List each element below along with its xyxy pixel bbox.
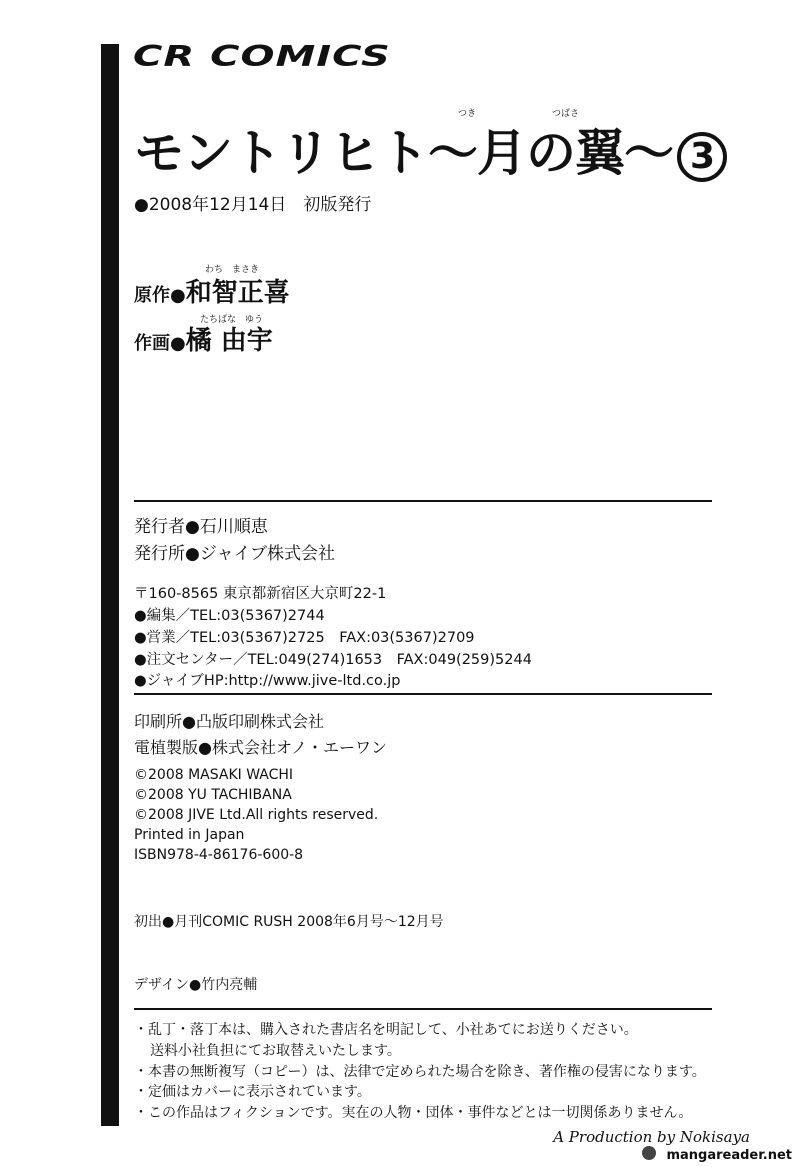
notice-item: ・乱丁・落丁本は、購入された書店名を明記して、小社あてにお送りください。 bbox=[134, 1022, 638, 1038]
isbn: ISBN978-4-86176-600-8 bbox=[134, 847, 304, 863]
notice-item: ・本書の無断複写（コピー）は、法律で定められた場合を除き、著作権の侵害になります。 bbox=[134, 1064, 706, 1080]
issuer: 発行者●石川順恵 bbox=[134, 517, 268, 537]
contact-homepage: ●ジャイブHP:http://www.jive-ltd.co.jp bbox=[134, 673, 401, 689]
design-credit: デザイン●竹内亮輔 bbox=[134, 977, 258, 993]
printed-in: Printed in Japan bbox=[134, 827, 245, 843]
production-credit: A Production by Nokisaya bbox=[553, 1128, 750, 1146]
title-ruby-tsuki: つき bbox=[458, 109, 477, 119]
watermark-icon bbox=[642, 1146, 656, 1160]
divider bbox=[134, 693, 712, 695]
divider bbox=[134, 500, 712, 502]
art-author-ruby: たちばな ゆう bbox=[200, 315, 264, 325]
art-author-label: 作画● bbox=[134, 333, 186, 354]
typesetting: 電植製版●株式会社オノ・エーワン bbox=[134, 738, 388, 757]
title-ruby-tsubasa: つばさ bbox=[552, 109, 580, 119]
contact-editorial: ●編集／TEL:03(5367)2744 bbox=[134, 608, 325, 624]
contact-order-center: ●注文センター／TEL:049(274)1653 FAX:049(259)5244 bbox=[134, 652, 532, 668]
book-title bbox=[134, 113, 727, 185]
title-text: モントリヒト〜月の翼〜 bbox=[134, 124, 673, 182]
publication-date: ●2008年12月14日 初版発行 bbox=[134, 195, 372, 215]
original-author bbox=[134, 272, 290, 309]
vertical-bar bbox=[101, 44, 119, 1126]
copyright-line: ©2008 JIVE Ltd.All rights reserved. bbox=[134, 807, 379, 823]
watermark: mangareader.net bbox=[666, 1148, 792, 1163]
imprint-logo: CR COMICS bbox=[133, 40, 391, 74]
original-author-label: 原作● bbox=[134, 285, 186, 306]
divider bbox=[134, 1008, 712, 1010]
publishing-office: 発行所●ジャイブ株式会社 bbox=[134, 544, 335, 564]
contact-sales: ●営業／TEL:03(5367)2725 FAX:03(5367)2709 bbox=[134, 630, 475, 646]
art-author-name: 橘 由宇 bbox=[185, 326, 273, 356]
volume-badge: 3 bbox=[677, 132, 727, 182]
notice-item: ・この作品はフィクションです。実在の人物・団体・事件などとは一切関係ありません。 bbox=[134, 1105, 693, 1121]
copyright-line: ©2008 YU TACHIBANA bbox=[134, 787, 292, 803]
art-author bbox=[134, 320, 273, 357]
first-appearance: 初出●月刊COMIC RUSH 2008年6月号〜12月号 bbox=[134, 914, 444, 930]
notice-item: ・定価はカバーに表示されています。 bbox=[134, 1084, 371, 1100]
original-author-name: 和智正喜 bbox=[185, 278, 290, 308]
printer: 印刷所●凸版印刷株式会社 bbox=[134, 712, 324, 731]
original-author-ruby: わち まさき bbox=[205, 265, 260, 275]
address: 〒160-8565 東京都新宿区大京町22-1 bbox=[134, 586, 387, 602]
notice-item: 送料小社負担にてお取替えいたします。 bbox=[150, 1043, 401, 1059]
copyright-line: ©2008 MASAKI WACHI bbox=[134, 767, 294, 783]
